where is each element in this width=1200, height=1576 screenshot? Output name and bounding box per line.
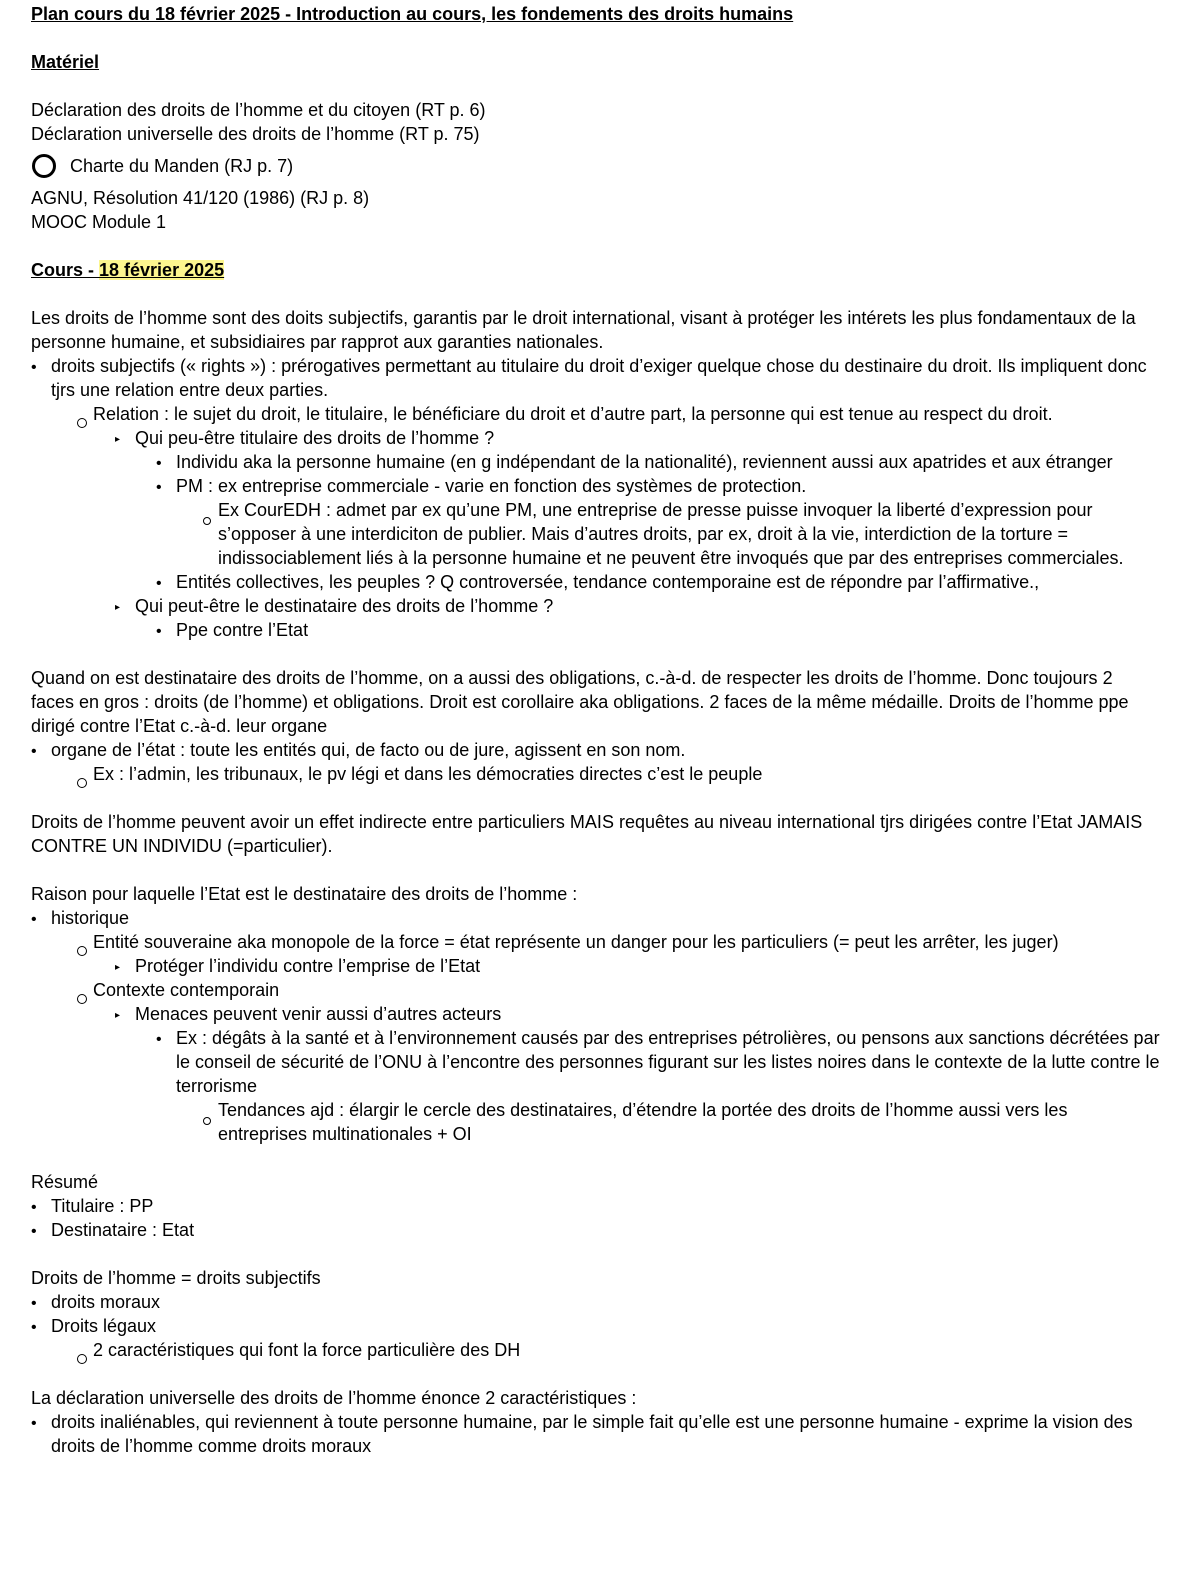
list-item (31, 402, 1160, 426)
list-item-text: Relation : le sujet du droit, le titulaire, le bénéficiare du droit et d’autre part, la personne qui est tenue au respect du droit. (93, 404, 1053, 424)
materiel-item: Déclaration universelle des droits de l’homme (RT p. 75) (31, 124, 480, 144)
list-item (31, 1218, 1160, 1242)
circle-bullet-icon (77, 762, 87, 786)
list-item-text: Titulaire : PP (51, 1196, 154, 1216)
list-item-text: Ex : l’admin, les tribunaux, le pv légi et dans les démocraties directes c’est le peuple (93, 764, 763, 784)
circle-bullet-icon (203, 1098, 211, 1122)
bullet-icon (31, 1410, 43, 1436)
list-item (31, 930, 1160, 954)
bullet-icon (31, 1218, 43, 1244)
list-item-text: Destinataire : Etat (51, 1220, 195, 1240)
bullet-icon (156, 618, 162, 644)
list-item (31, 450, 1160, 474)
list-item (31, 954, 1160, 978)
list-item-text: droits subjectifs (« rights ») : prérogatives permettant au titulaire du droit d’exiger quelque chose du destinaire du droit. Ils impliquent donc tjrs une relation entre deux parties. (51, 356, 1147, 400)
circle-bullet-icon (77, 402, 87, 426)
list-item (31, 618, 1160, 642)
list-item (31, 594, 1160, 618)
list-item-text: organe de l’état : toute les entités qui, de facto ou de jure, agissent en son nom. (51, 740, 686, 760)
list-item-text: droits moraux (51, 1292, 161, 1312)
bullet-icon (156, 570, 162, 596)
list-item-text: Droits légaux (51, 1316, 157, 1336)
page-title: Plan cours du 18 février 2025 - Introduction au cours, les fondements des droits humains (31, 4, 794, 24)
materiel-heading: Matériel (31, 52, 100, 72)
list-item (31, 978, 1160, 1002)
paragraph: Quand on est destinataire des droits de l’homme, on a aussi des obligations, c.-à-d. de respecter les droits de l’homme. Donc toujours 2 faces en gros : droits (de l’homme) et obligations. Droit est corollaire aka obligations. 2 faces de la même médaille. Droits de l’homme ppe dirigé contre l’Etat c.-à-d. leur organe (31, 668, 1129, 736)
list-item (31, 906, 1160, 930)
list-item-text: 2 caractéristiques qui font la force particulière des DH (93, 1340, 521, 1360)
paragraph: La déclaration universelle des droits de l’homme énonce 2 caractéristiques : (31, 1388, 637, 1408)
list-item-text: Menaces peuvent venir aussi d’autres acteurs (135, 1004, 502, 1024)
cours-heading-prefix: Cours - (31, 260, 100, 280)
list-item (31, 498, 1160, 570)
list-item (31, 1098, 1160, 1146)
list-item-text: historique (51, 908, 130, 928)
circle-bullet-icon (77, 1338, 87, 1362)
paragraph: Les droits de l’homme sont des doits subjectifs, garantis par le droit international, visant à protéger les intérets les plus fondamentaux de la personne humaine, et subsidiaires par rapprot aux garanties nationales. (31, 308, 1136, 352)
cours-heading (31, 258, 1160, 282)
list-item (31, 1194, 1160, 1218)
list-item-text: Qui peut-être le destinataire des droits de l’homme ? (135, 596, 554, 616)
cours-heading-date: 18 février 2025 (99, 260, 225, 280)
list-item (31, 570, 1160, 594)
paragraph: Droits de l’homme = droits subjectifs (31, 1268, 321, 1288)
paragraph: Droits de l’homme peuvent avoir un effet indirecte entre particuliers MAIS requêtes au niveau international tjrs dirigées contre l’Etat JAMAIS CONTRE UN INDIVIDU (=particulier). (31, 812, 1143, 856)
list-item-text: Ex CourEDH : admet par ex qu’une PM, une entreprise de presse puisse invoquer la liberté d’expression pour s’opposer à une interdiciton de publier. Mais d’autres droits, par ex, droit à la vie, interdiction de la torture = indissociablement liés à la personne humaine et ne peuvent être invoqués que par des entreprises commerciales. (218, 500, 1124, 568)
list-item-text: Entités collectives, les peuples ? Q controversée, tendance contemporaine est de répondre par l’affirmative., (176, 572, 1040, 592)
bullet-icon (31, 354, 43, 380)
list-item-text: Contexte contemporain (93, 980, 280, 1000)
materiel-radio-item[interactable] (31, 150, 1160, 182)
list-item (31, 426, 1160, 450)
list-item-text: Tendances ajd : élargir le cercle des destinataires, d’étendre la portée des droits de l’homme aussi vers les entreprises multinationales + OI (218, 1100, 1068, 1144)
list-item (31, 762, 1160, 786)
resume-label: Résumé (31, 1172, 99, 1192)
list-item-text: Entité souveraine aka monopole de la force = état représente un danger pour les particuliers (= peut les arrêter, les juger) (93, 932, 1059, 952)
bullet-icon (31, 738, 43, 764)
bullet-icon (156, 450, 162, 476)
list-item (31, 474, 1160, 498)
list-item (31, 354, 1160, 402)
list-item-text: Qui peu-être titulaire des droits de l’homme ? (135, 428, 495, 448)
materiel-item: AGNU, Résolution 41/120 (1986) (RJ p. 8) (31, 188, 370, 208)
list-item (31, 738, 1160, 762)
list-item-text: Protéger l’individu contre l’emprise de l’Etat (135, 956, 481, 976)
radio-circle-icon[interactable] (32, 154, 56, 178)
list-item-text: Individu aka la personne humaine (en g indépendant de la nationalité), reviennent aussi aux apatrides et aux étranger (176, 452, 1113, 472)
list-item (31, 1314, 1160, 1338)
circle-bullet-icon (77, 930, 87, 954)
paragraph: Raison pour laquelle l’Etat est le destinataire des droits de l’homme : (31, 884, 578, 904)
list-item (31, 1290, 1160, 1314)
list-item (31, 1410, 1160, 1458)
list-item (31, 1338, 1160, 1362)
materiel-item: MOOC Module 1 (31, 212, 167, 232)
list-item-text: Ppe contre l’Etat (176, 620, 309, 640)
list-item-text: droits inaliénables, qui reviennent à toute personne humaine, par le simple fait qu’elle est une personne humaine - exprime la vision des droits de l’homme comme droits moraux (51, 1412, 1133, 1456)
circle-bullet-icon (77, 978, 87, 1002)
bullet-icon (156, 1026, 162, 1052)
list-item-text: PM : ex entreprise commerciale - varie en fonction des systèmes de protection. (176, 476, 807, 496)
radio-item-label: Charte du Manden (RJ p. 7) (70, 156, 294, 176)
bullet-icon (31, 906, 43, 932)
materiel-item: Déclaration des droits de l’homme et du citoyen (RT p. 6) (31, 100, 486, 120)
bullet-icon (31, 1314, 43, 1340)
bullet-icon (31, 1290, 43, 1316)
bullet-icon (31, 1194, 43, 1220)
bullet-icon (156, 474, 162, 500)
list-item (31, 1002, 1160, 1026)
circle-bullet-icon (203, 498, 211, 522)
list-item (31, 1026, 1160, 1098)
list-item-text: Ex : dégâts à la santé et à l’environnement causés par des entreprises pétrolières, ou pensons aux sanctions décrétées par le conseil de sécurité de l’ONU à l’encontre des personnes figurant sur les listes noires dans le contexte de la lutte contre le terrorisme (176, 1028, 1160, 1096)
